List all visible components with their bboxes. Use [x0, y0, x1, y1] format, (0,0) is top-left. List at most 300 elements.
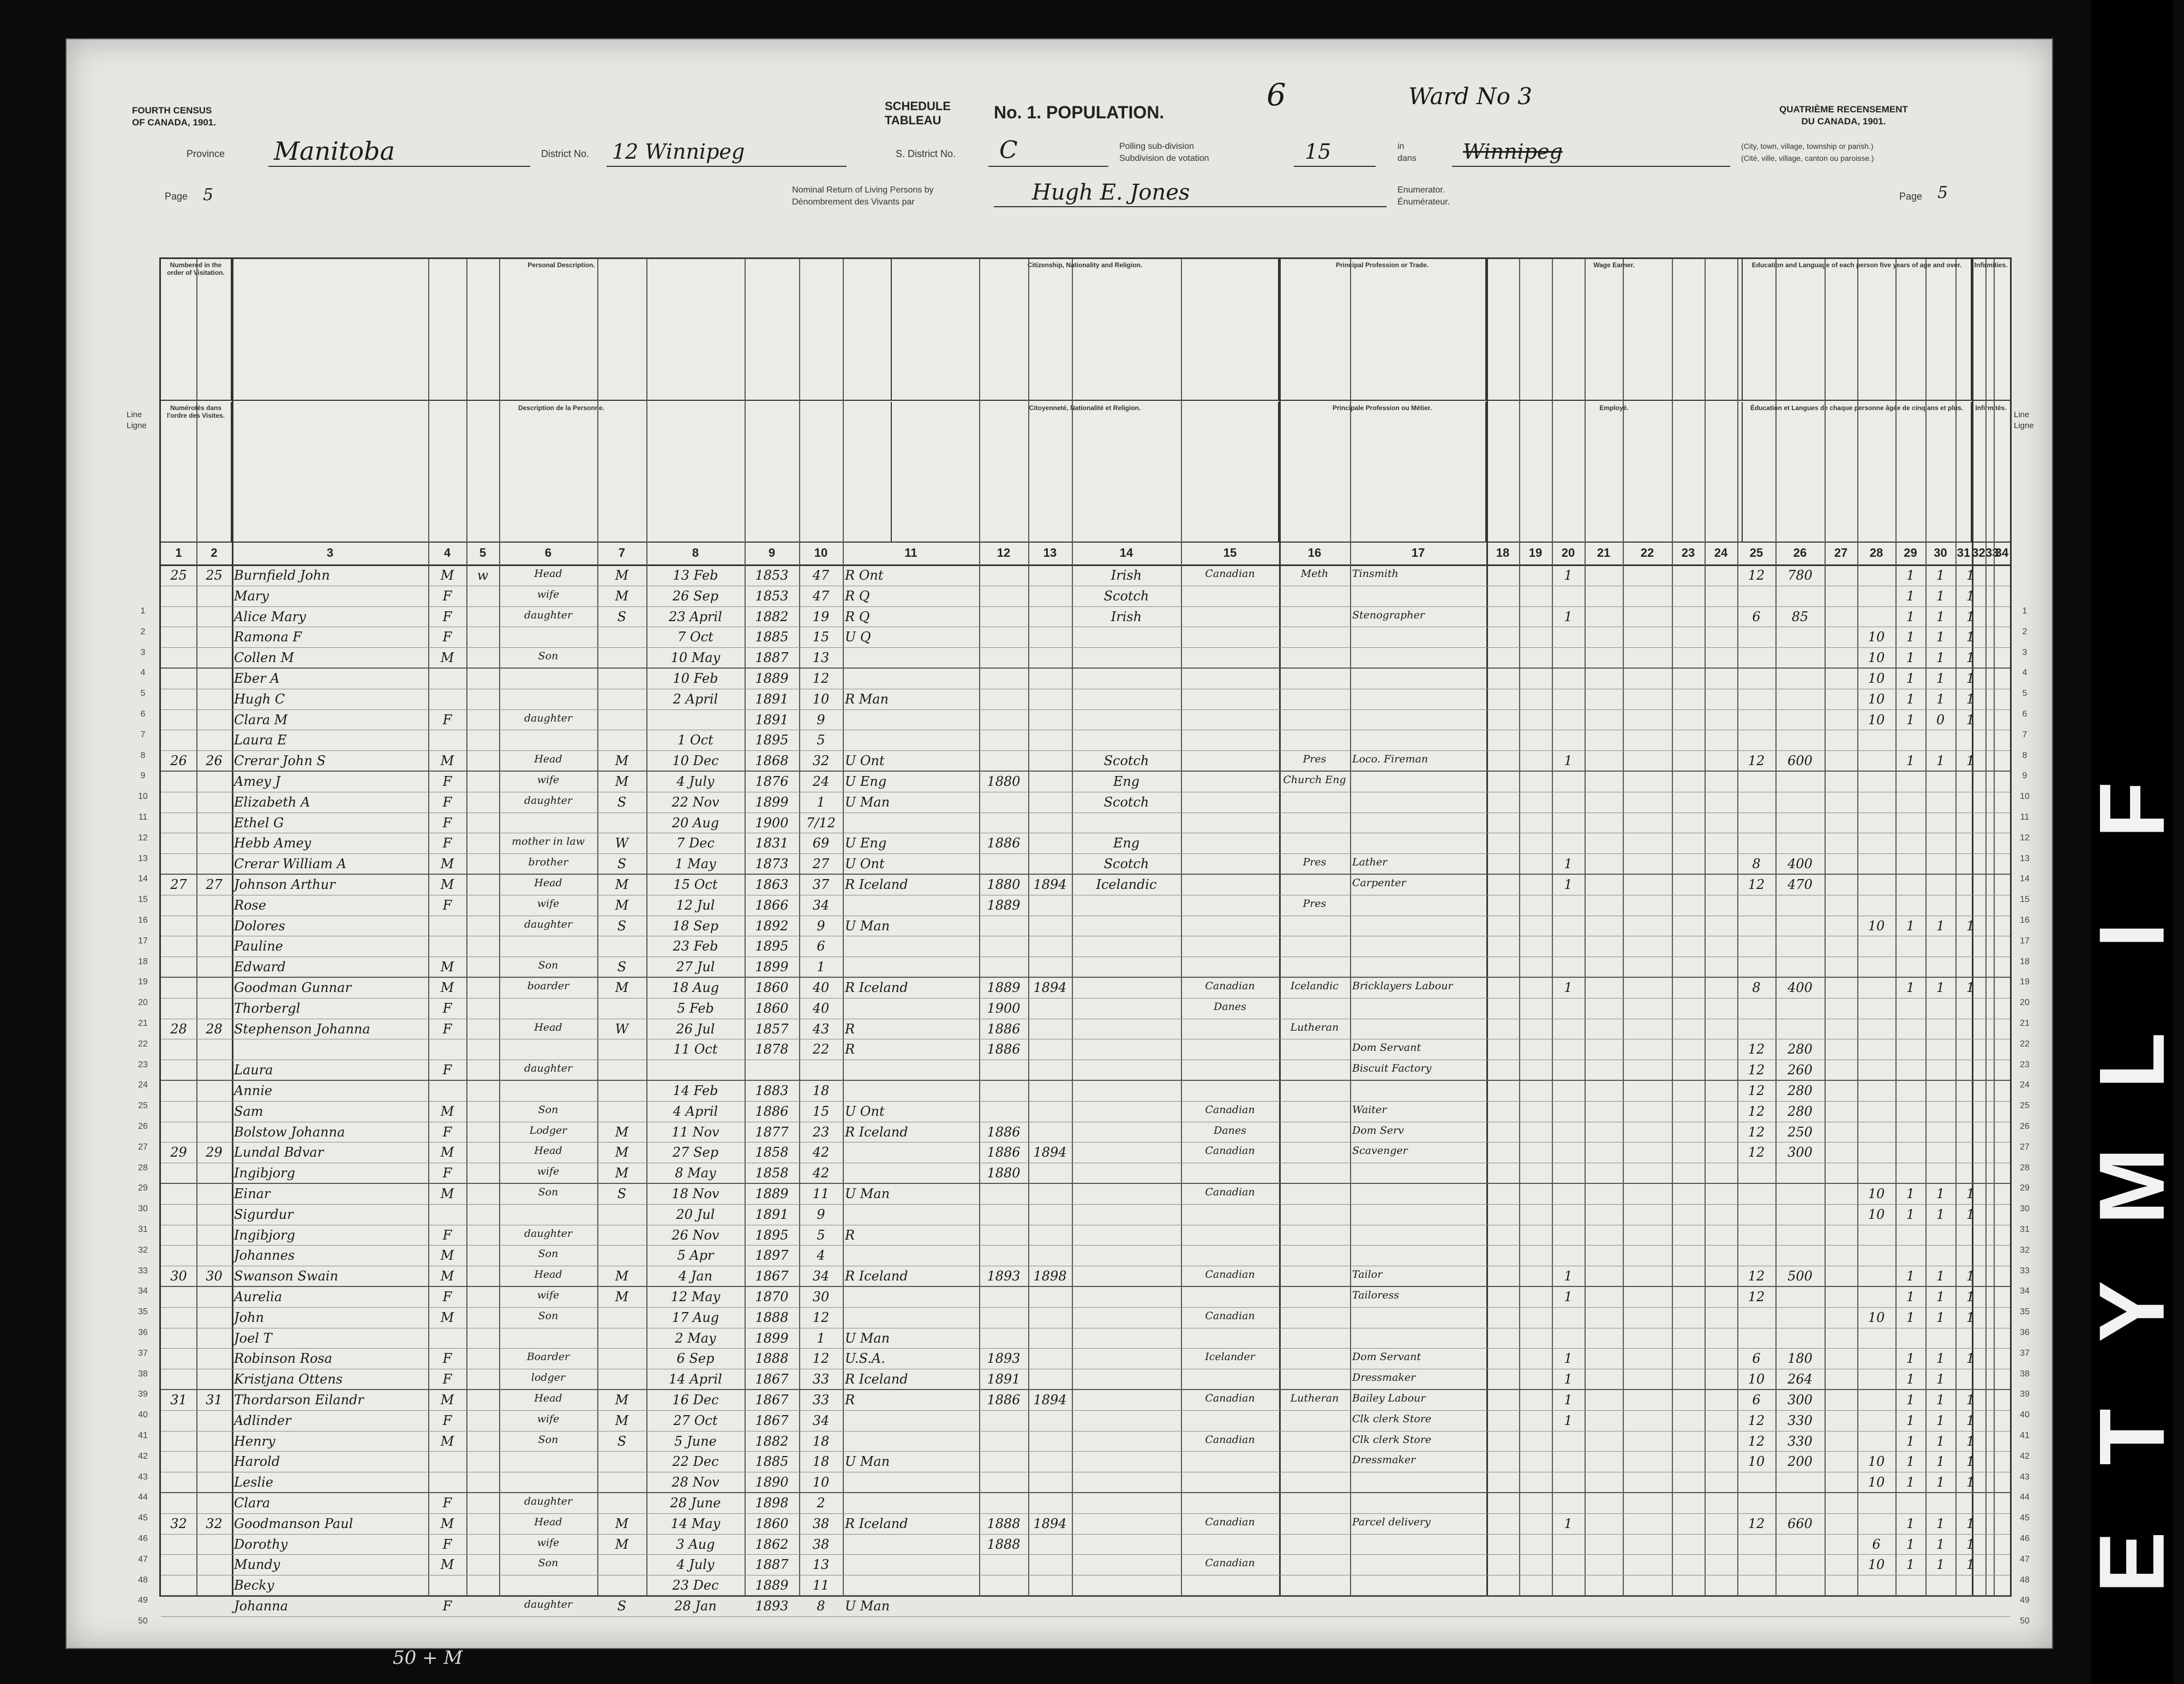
cell-natl: Canadian [1205, 1186, 1255, 1198]
cell-r: 1 [1906, 1515, 1915, 1531]
sdistrict-line [988, 166, 1108, 167]
cell-occ: Tailor [1352, 1268, 1383, 1281]
cell-origin: Irish [1111, 568, 1142, 583]
cell-rel: boarder [527, 980, 569, 992]
cell-earn: 260 [1787, 1062, 1813, 1078]
cell-occ: Lather [1352, 856, 1388, 869]
cell-sex: M [440, 1515, 454, 1531]
cell-m: 8 [1752, 980, 1761, 995]
line-number-right: 43 [2020, 1472, 2030, 1482]
cell-w: 1 [1936, 1392, 1945, 1408]
polling-label-fr: Subdivision de votation [1119, 154, 1209, 163]
line-number-right: 16 [2020, 916, 2030, 925]
table-row [161, 1493, 2010, 1514]
cell-yr: 1860 [755, 980, 789, 995]
cell-name: Mundy [234, 1557, 280, 1573]
cell-age: 34 [812, 1412, 830, 1428]
cell-earn: 400 [1787, 980, 1813, 995]
cell-sex: F [442, 1227, 452, 1243]
cell-age: 9 [817, 1206, 825, 1222]
cell-nat: 1894 [1033, 1515, 1067, 1531]
cell-yr: 1892 [755, 918, 789, 934]
cell-birth: U Man [845, 1454, 890, 1470]
place-label-fr: (Cité, ville, village, canton ou paroisse.) [1741, 154, 1874, 163]
line-number-left: 26 [138, 1122, 148, 1131]
line-number-left: 6 [140, 709, 146, 719]
film-letter: I [2080, 922, 2184, 948]
cell-natl: Danes [1214, 1124, 1246, 1136]
cell-mar: S [617, 918, 627, 934]
cell-e: 1 [1966, 629, 1975, 645]
cell-e: 1 [1966, 588, 1975, 604]
cell-w: 1 [1936, 1351, 1945, 1367]
line-number-right: 12 [2020, 833, 2030, 843]
line-number-right: 20 [2020, 998, 2030, 1008]
column-number: 25 [1749, 546, 1763, 560]
column-number: 21 [1597, 546, 1611, 560]
cell-age: 47 [812, 588, 830, 604]
nominal-label: Nominal Return of Living Persons by [792, 185, 934, 195]
cell-name: Clara M [234, 712, 288, 727]
cell-birth: R [845, 1042, 855, 1057]
cell-dob: 5 Feb [677, 1000, 714, 1016]
cell-dob: 11 Nov [671, 1124, 719, 1140]
group-header-education: Education and Language of each person five years of age and over. [1743, 259, 1972, 401]
cell-rel: daughter [524, 609, 573, 621]
line-number-right: 33 [2020, 1266, 2030, 1276]
enumerator-value: Hugh E. Jones [1032, 180, 1190, 205]
cell-mar: M [615, 753, 629, 769]
line-number-right: 6 [2022, 709, 2027, 719]
cell-dob: 7 Oct [677, 629, 713, 645]
cell-m: 12 [1748, 1412, 1765, 1428]
district-line [607, 166, 847, 167]
cell-sex: F [442, 774, 452, 789]
line-number-right: 28 [2020, 1163, 2030, 1172]
line-number-left: 12 [138, 833, 148, 843]
line-number-left: 3 [140, 647, 146, 657]
cell-emp: 1 [1564, 1268, 1573, 1284]
cell-dob: 20 Aug [671, 815, 719, 831]
cell-sex: F [442, 1289, 452, 1304]
cell-emp: 1 [1564, 1372, 1573, 1387]
line-number-left: 15 [138, 895, 148, 905]
cell-sex: M [440, 959, 454, 975]
cell-yr: 1876 [755, 774, 789, 789]
cell-earn: 280 [1787, 1103, 1813, 1119]
cell-age: 33 [812, 1372, 830, 1387]
cell-age: 40 [812, 980, 830, 995]
cell-age: 9 [817, 918, 825, 934]
cell-occ: Clk clerk Store [1352, 1433, 1432, 1446]
cell-name: Johannes [234, 1248, 295, 1264]
cell-name: Amey J [234, 774, 281, 789]
line-number-left: 13 [138, 853, 148, 863]
cell-sch: 10 [1868, 1309, 1885, 1325]
cell-m: 12 [1748, 568, 1765, 583]
group-header-personal: Personal Description. [232, 259, 892, 401]
line-number-right: 42 [2020, 1451, 2030, 1461]
cell-emp: 1 [1564, 980, 1573, 995]
cell-name: Rose [234, 897, 267, 913]
cell-yr: 1885 [755, 629, 789, 645]
cell-origin: Icelandic [1096, 877, 1157, 892]
column-number-row [161, 543, 2010, 566]
cell-name: Becky [234, 1578, 274, 1593]
cell-age: 2 [817, 1495, 825, 1511]
cell-origin: Eng [1113, 835, 1140, 851]
cell-age: 11 [812, 1578, 830, 1593]
cell-birth: R [845, 1021, 855, 1037]
cell-birth: R Iceland [845, 1124, 908, 1140]
line-number-right: 36 [2020, 1328, 2030, 1337]
table-row [161, 1328, 2010, 1349]
table-row [161, 813, 2010, 834]
line-number-left: 17 [138, 936, 148, 946]
cell-e: 1 [1966, 691, 1975, 707]
line-number-right: 5 [2022, 689, 2027, 699]
cell-mar: S [617, 609, 627, 624]
cell-e: 1 [1966, 1475, 1975, 1490]
cell-dob: 13 Feb [673, 568, 718, 583]
group-header-wage: Wage Earner. [1486, 259, 1743, 401]
cell-e: 1 [1966, 1557, 1975, 1573]
footer-note: 50 + M [393, 1647, 463, 1669]
cell-age: 24 [812, 774, 830, 789]
table-row [161, 751, 2010, 772]
table-row [161, 978, 2010, 999]
cell-r: 1 [1906, 671, 1915, 686]
column-number: 16 [1307, 546, 1322, 560]
cell-sex: M [440, 877, 454, 892]
cell-sex: F [442, 794, 452, 810]
cell-earn: 250 [1787, 1124, 1813, 1140]
cell-natl: Canadian [1205, 1515, 1255, 1528]
line-number-right: 39 [2020, 1390, 2030, 1399]
table-row [161, 895, 2010, 916]
cell-name: Sam [234, 1103, 263, 1119]
cell-w: 1 [1936, 1309, 1945, 1325]
cell-birth: R [845, 1392, 855, 1408]
cell-name: Mary [234, 588, 269, 604]
cell-yr: 1853 [755, 588, 789, 604]
cell-age: 12 [812, 1309, 830, 1325]
film-edge-text [2080, 763, 2184, 1663]
cell-w: 1 [1936, 1536, 1945, 1552]
cell-name: Ethel G [234, 815, 284, 831]
cell-dob: 28 Jan [674, 1598, 717, 1614]
cell-name: Leslie [234, 1475, 274, 1490]
line-number-left: 40 [138, 1410, 148, 1420]
column-number: 17 [1411, 546, 1425, 560]
cell-w: 1 [1936, 1206, 1945, 1222]
line-number-left: 31 [138, 1225, 148, 1234]
column-number: 1 [175, 546, 182, 560]
cell-dob: 12 May [670, 1289, 721, 1304]
column-number: 24 [1714, 546, 1728, 560]
cell-occ: Stenographer [1352, 609, 1425, 621]
line-number-right: 13 [2020, 853, 2030, 863]
group-header-education-fr: Éducation et Langues de chaque personne âgée de cinq ans et plus. [1743, 402, 1972, 543]
place-label: (City, town, village, township or parish.) [1741, 142, 1874, 151]
cell-name: Hebb Amey [234, 835, 311, 851]
table-row [161, 833, 2010, 854]
cell-sex: F [442, 1124, 452, 1140]
cell-rel: wife [537, 1165, 560, 1178]
cell-dob: 4 April [673, 1103, 718, 1119]
cell-dob: 1 Oct [677, 732, 713, 748]
line-number-right: 11 [2020, 813, 2030, 822]
cell-dob: 27 Oct [673, 1412, 718, 1428]
cell-dob: 18 Nov [671, 1186, 719, 1201]
cell-sex: F [442, 835, 452, 851]
cell-sex: M [440, 1145, 454, 1160]
cell-age: 37 [812, 877, 830, 892]
cell-imm: 1886 [987, 1145, 1021, 1160]
column-number: 23 [1681, 546, 1695, 560]
cell-r: 1 [1906, 1536, 1915, 1552]
cell-m: 10 [1748, 1454, 1765, 1470]
cell-earn: 200 [1787, 1454, 1813, 1470]
cell-age: 15 [812, 1103, 830, 1119]
line-number-right: 32 [2020, 1245, 2030, 1255]
cell-age: 10 [812, 691, 830, 707]
cell-m: 12 [1748, 753, 1765, 769]
cell-emp: 1 [1564, 568, 1573, 583]
cell-dob: 22 Dec [672, 1454, 719, 1470]
cell-sex: F [442, 1062, 452, 1078]
sdistrict-label: S. District No. [896, 148, 956, 159]
cell-age: 12 [812, 671, 830, 686]
cell-age: 9 [817, 712, 825, 727]
cell-e: 1 [1966, 1186, 1975, 1201]
cell-emp: 1 [1564, 877, 1573, 892]
line-number-left: 35 [138, 1307, 148, 1317]
schedule-heading [885, 99, 1165, 128]
cell-age: 19 [812, 609, 830, 624]
cell-dob: 3 Aug [676, 1536, 715, 1552]
cell-dob: 14 April [669, 1372, 722, 1387]
cell-rel: Son [538, 650, 559, 663]
cell-w: 1 [1936, 1372, 1945, 1387]
cell-sex: M [440, 1392, 454, 1408]
cell-mar: M [615, 1392, 629, 1408]
cell-dw: 25 [170, 568, 187, 583]
table-row [161, 1266, 2010, 1287]
cell-e: 1 [1966, 1433, 1975, 1449]
cell-emp: 1 [1564, 1392, 1573, 1408]
cell-age: 27 [812, 856, 830, 872]
table-row [161, 669, 2010, 689]
column-number: 34 [1995, 546, 2009, 560]
cell-mar: M [615, 1515, 629, 1531]
line-number-right: 7 [2022, 730, 2027, 739]
table-row [161, 1039, 2010, 1060]
line-number-right: 24 [2020, 1080, 2030, 1090]
cell-name: Thordarson Eilandr [234, 1392, 364, 1408]
cell-r: 1 [1906, 609, 1915, 624]
cell-birth: R Man [845, 691, 889, 707]
cell-sch: 10 [1868, 918, 1885, 934]
line-number-left: 25 [138, 1101, 148, 1111]
cell-relig: Meth [1300, 568, 1329, 580]
cell-yr: 1867 [755, 1392, 789, 1408]
cell-yr: 1867 [755, 1372, 789, 1387]
table-row [161, 627, 2010, 648]
cell-rel: Head [534, 1515, 562, 1528]
cell-e: 1 [1966, 1515, 1975, 1531]
cell-mar: M [615, 568, 629, 583]
cell-origin: Scotch [1103, 856, 1149, 872]
polling-line [1294, 166, 1376, 167]
cell-name: Joel T [234, 1330, 272, 1346]
cell-name: Edward [234, 959, 286, 975]
cell-m: 6 [1752, 1351, 1761, 1367]
line-number-left: 42 [138, 1451, 148, 1461]
cell-mar: W [615, 835, 629, 851]
cell-birth: R Ont [845, 568, 884, 583]
cell-age: 7/12 [806, 815, 836, 831]
line-number-left: 14 [138, 874, 148, 884]
cell-imm: 1893 [987, 1351, 1021, 1367]
title-line-2: OF CANADA, 1901. [132, 117, 216, 128]
cell-imm: 1880 [987, 774, 1021, 789]
line-number-left: 18 [138, 957, 148, 966]
cell-name: Harold [234, 1454, 280, 1470]
line-number-left: 23 [138, 1060, 148, 1069]
cell-rel: daughter [524, 794, 573, 807]
line-number-right: 46 [2020, 1534, 2030, 1543]
cell-sex: F [442, 609, 452, 624]
cell-dob: 14 Feb [673, 1083, 718, 1098]
cell-relig: Church Eng [1283, 774, 1346, 786]
cell-imm: 1886 [987, 1124, 1021, 1140]
line-number-left: 9 [140, 771, 146, 781]
film-letter: Y [2080, 1280, 2184, 1343]
cell-sex: F [442, 1412, 452, 1428]
cell-occ: Carpenter [1352, 877, 1406, 889]
line-number-right: 4 [2022, 668, 2027, 678]
cell-relig: Icelandic [1291, 980, 1339, 992]
cell-rel: wife [537, 774, 560, 786]
cell-dob: 22 Nov [671, 794, 719, 810]
cell-m: 6 [1752, 609, 1761, 624]
table-row [161, 772, 2010, 792]
column-number: 18 [1496, 546, 1510, 560]
line-number-left: 36 [138, 1328, 148, 1337]
cell-name: Kristjana Ottens [234, 1372, 343, 1387]
cell-yr: 1899 [755, 959, 789, 975]
cell-dob: 15 Oct [673, 877, 718, 892]
cell-age: 12 [812, 1351, 830, 1367]
cell-sex: F [442, 1598, 452, 1614]
table-row [161, 1575, 2010, 1596]
line-label-left: Line [127, 410, 142, 419]
cell-w: 1 [1936, 609, 1945, 624]
column-number: 5 [479, 546, 487, 560]
cell-sex: F [442, 815, 452, 831]
cell-birth: R [845, 1227, 855, 1243]
cell-rel: wife [537, 897, 560, 910]
cell-mar: S [617, 1186, 627, 1201]
cell-sex: M [440, 1433, 454, 1449]
column-number: 10 [814, 546, 828, 560]
cell-earn: 400 [1787, 856, 1813, 872]
column-number: 26 [1793, 546, 1807, 560]
cell-natl: Canadian [1205, 1392, 1255, 1404]
cell-earn: 280 [1787, 1083, 1813, 1098]
polling-value: 15 [1305, 140, 1331, 164]
cell-m: 12 [1748, 1083, 1765, 1098]
cell-natl: Canadian [1205, 568, 1255, 580]
cell-birth: U Man [845, 1186, 890, 1201]
cell-rel: Head [534, 753, 562, 766]
column-number: 7 [618, 546, 626, 560]
cell-name: Collen M [234, 650, 295, 666]
line-number-left: 4 [140, 668, 146, 678]
cell-mar: M [615, 1412, 629, 1428]
cell-relig: Pres [1303, 856, 1327, 869]
cell-occ: Scavenger [1352, 1145, 1408, 1157]
cell-dob: 28 June [670, 1495, 721, 1511]
cell-mar: M [615, 1124, 629, 1140]
cell-dob: 10 Feb [673, 671, 718, 686]
cell-yr: 1893 [755, 1598, 789, 1614]
cell-name: Dolores [234, 918, 285, 934]
cell-w: 1 [1936, 650, 1945, 666]
cell-rel: Head [534, 568, 562, 580]
cell-e: 1 [1966, 671, 1975, 686]
cell-rel: wife [537, 1412, 560, 1425]
cell-e: 1 [1966, 918, 1975, 934]
cell-sex: F [442, 712, 452, 727]
cell-name: Crerar John S [234, 753, 326, 769]
group-header-wage-fr: Employé. [1486, 402, 1743, 543]
cell-w: 1 [1936, 1515, 1945, 1531]
cell-r: 1 [1906, 1454, 1915, 1470]
in-label-fr: dans [1397, 154, 1417, 163]
cell-age: 11 [812, 1186, 830, 1201]
table-row [161, 1102, 2010, 1122]
cell-fam: 27 [206, 877, 223, 892]
cell-yr: 1857 [755, 1021, 789, 1037]
cell-origin: Scotch [1103, 794, 1149, 810]
table-row [161, 1308, 2010, 1328]
cell-yr: 1862 [755, 1536, 789, 1552]
cell-r: 1 [1906, 650, 1915, 666]
cell-dob: 12 Jul [676, 897, 715, 913]
line-number-left: 28 [138, 1163, 148, 1172]
cell-imm: 1889 [987, 980, 1021, 995]
province-line [268, 166, 530, 167]
line-number-right: 19 [2020, 977, 2030, 987]
line-number-right: 1 [2022, 606, 2027, 616]
cell-natl: Canadian [1205, 1309, 1255, 1322]
cell-birth: U Man [845, 1598, 890, 1614]
cell-dob: 20 Jul [676, 1206, 715, 1222]
cell-sch: 10 [1868, 650, 1885, 666]
cell-birth: U Ont [845, 1103, 885, 1119]
line-number-left: 32 [138, 1245, 148, 1255]
cell-mar: S [617, 1433, 627, 1449]
group-header-visitation: Numbered in the order of Visitation. [161, 259, 232, 401]
cell-sex: M [440, 856, 454, 872]
province-value: Manitoba [274, 136, 395, 166]
cell-name: Ingibjorg [234, 1165, 296, 1181]
cell-e: 1 [1966, 980, 1975, 995]
line-number-right: 10 [2020, 792, 2030, 802]
line-number-left: 48 [138, 1575, 148, 1585]
